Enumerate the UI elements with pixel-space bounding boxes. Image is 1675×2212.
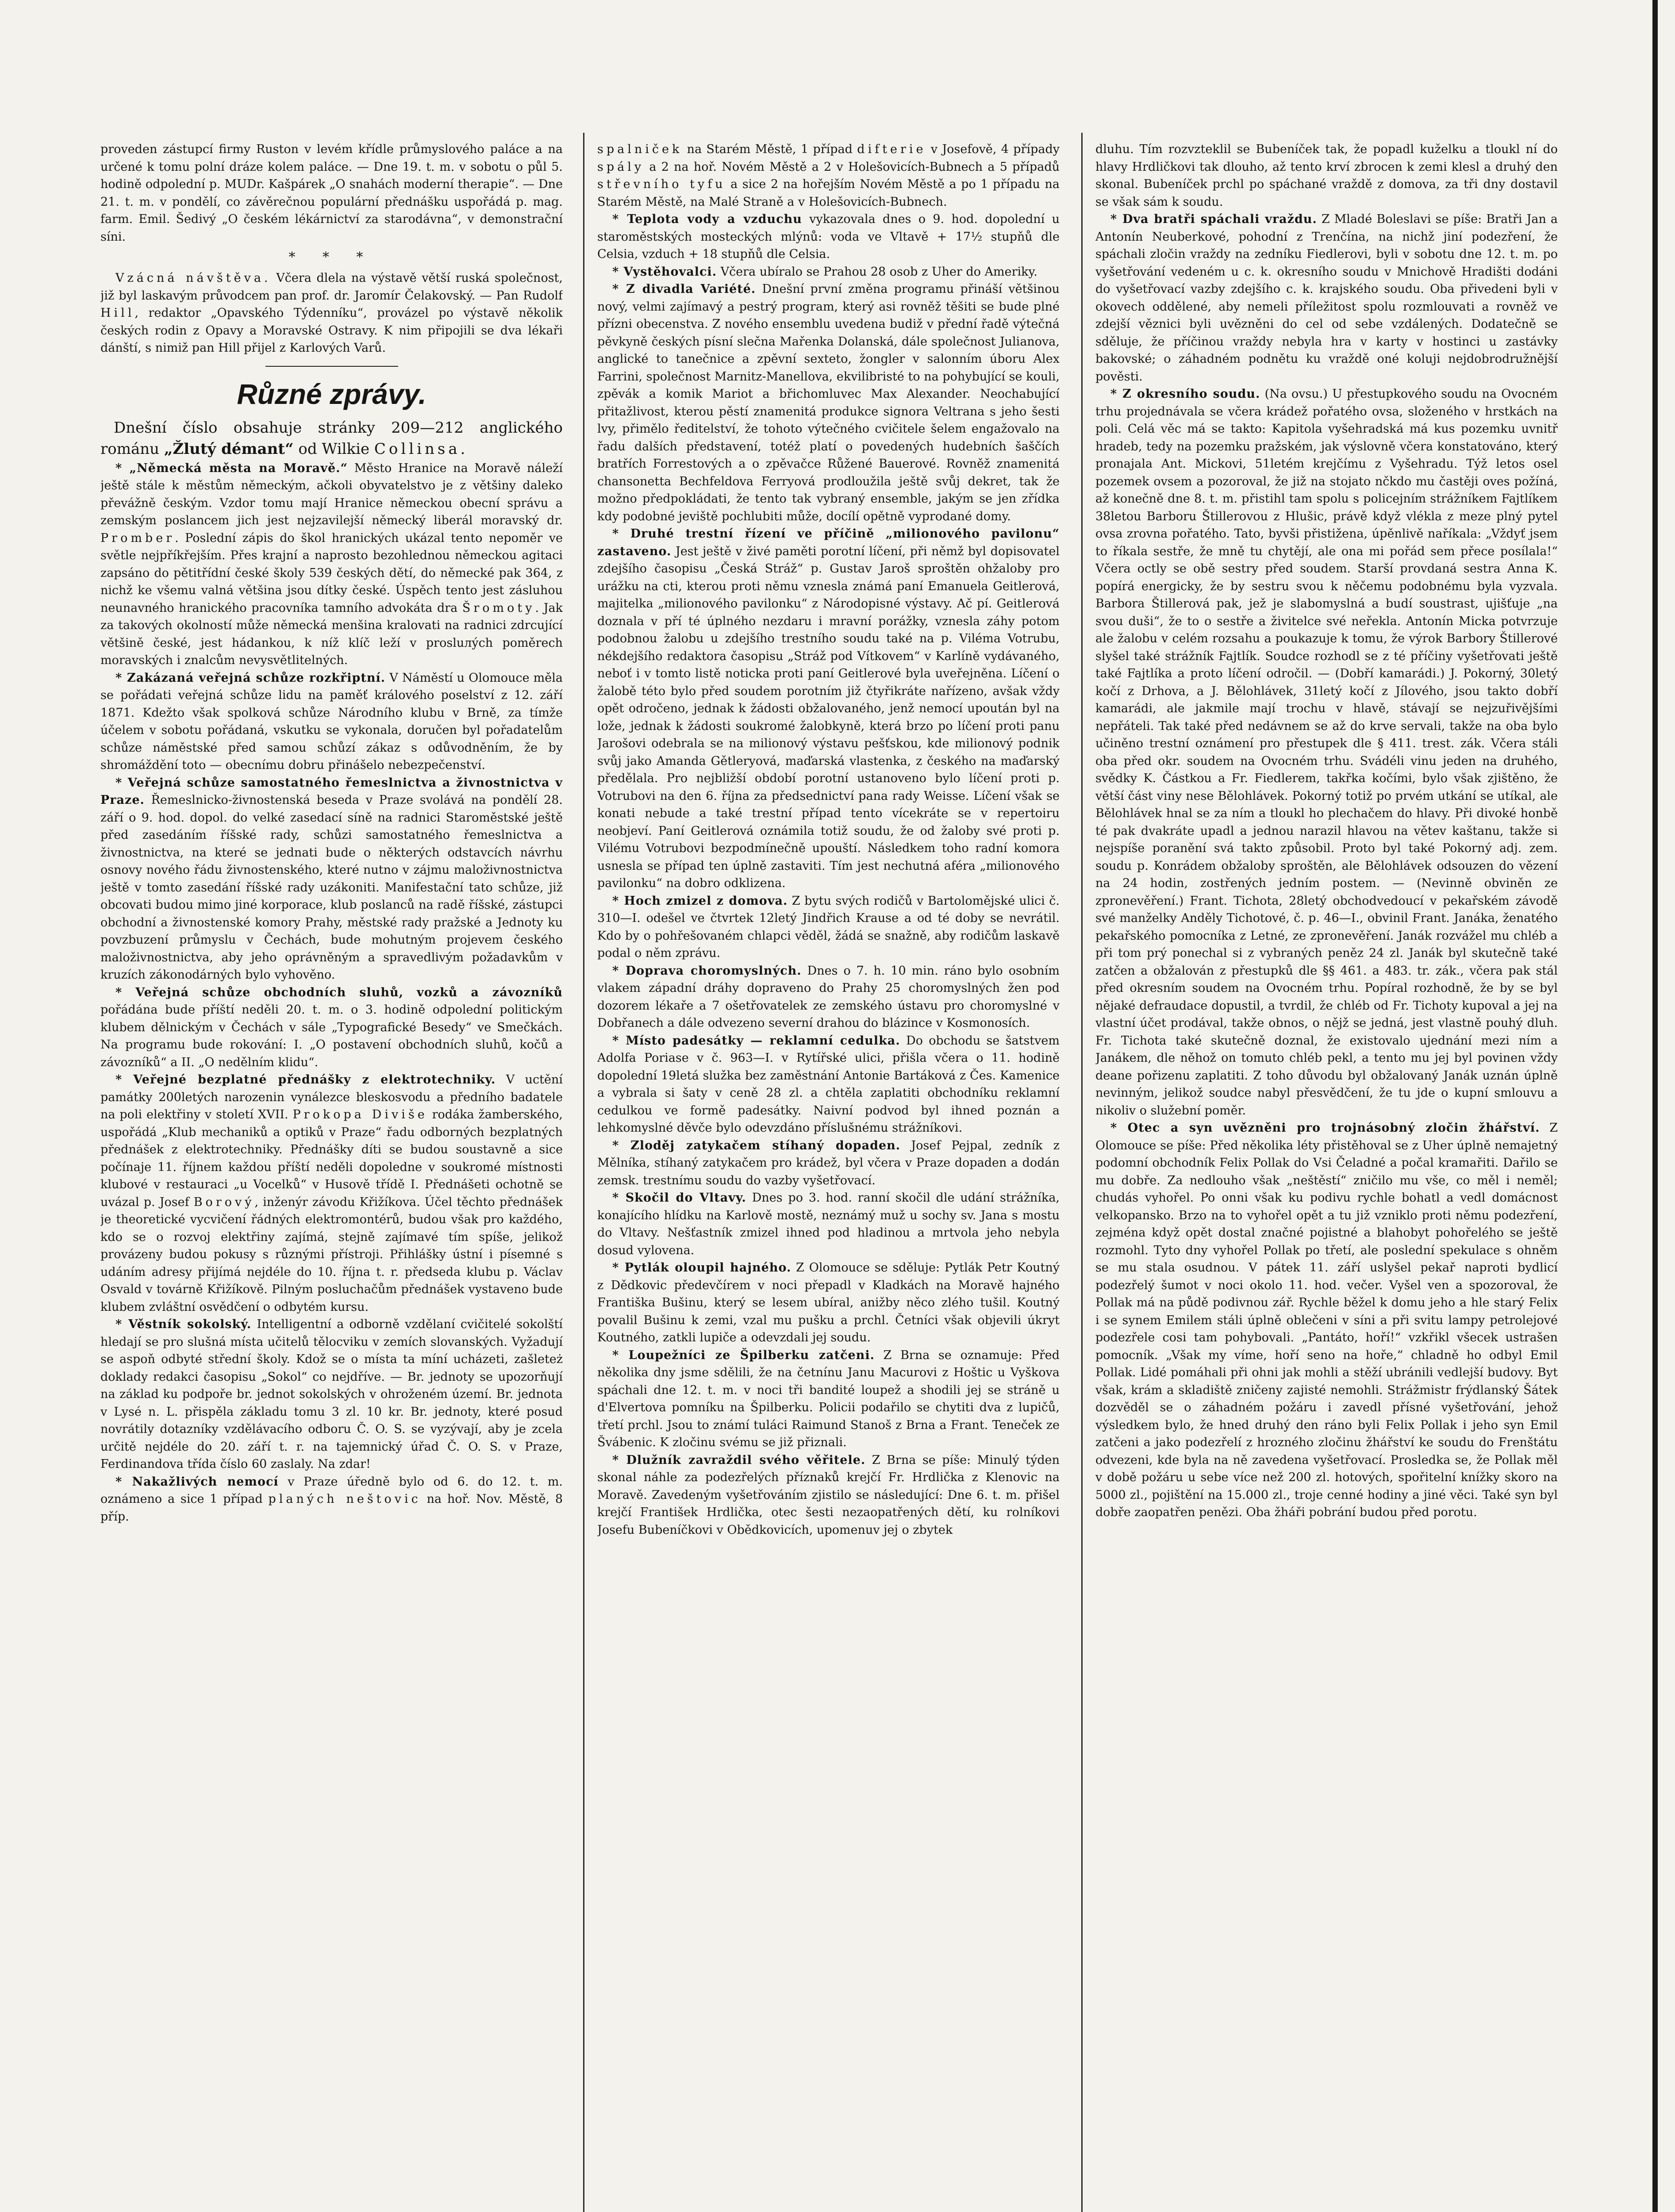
- article-patient-transport: * Doprava choromyslných. Dnes o 7. h. 10 min. ráno bylo osobním vlakem západní dráhy dopraveno do Prahy 25 choromyslných žen pod dozorem lékaře a 7 ošetřovatelek ze zemského ústavu pro choromyslné v Dobřanech a dále odvezeno severní drahou do blázince v Kosmonosích.: [597, 964, 1060, 1030]
- article-arson: * Otec a syn uvězněni pro trojnásobný zločin žhářství. Z Olomouce se píše: Před několika léty přistěhoval se z Uher úplně nemajetný podomní obchodník Felix Pollak do Vsi Čeladné a počal kramařiti. Dařilo se mu dobře. Za nedlouho však „neštěstí“ zničilo mu vše, co měl i neměl; chudás vyhořel. Po onni však ku podivu rychle bohatl a vedl domácnost velkopansko. Brzo na to vyhořel opět a tu již vzniklo proti němu podezření, zejména když opět dostal značné pojistné a blahobyt pohořelého se ještě rozmohl. Tyto dny vyhořel Pollak po třetí, ale poslední spekulace s ohněm se mu stala osudnou. V pátek 11. září uslyšel pekař naproti bydlicí podezřelý šumot v noci okolo 11. hod. večer. Vyšel ven a spozoroval, že Pollak má na půdě podivnou zář. Rychle běžel k domu jeho a hle starý Felix i se synem Emilem stáli úplně oblečeni v síni a při svitu lampy petrolejové podezřele cosi tam pohybovali. „Pantáto, hoří!“ vzkřikl všecek ustrašen pomocník. „Však my víme, hoří seno na hoře,“ chladně ho odbyl Emil Pollak. Lidé pomáhali při ohni jak mohli a stěží ubránili vedlejší budovy. Byt však, krám a skladiště zničeny zajisté nemohli. Strážmistr frýdlanský Šátek dozvěděl se o záhadném požáru i zavedl přísné vyšetřování, jehož výsledkem bylo, že hned druhý den ráno byli Felix Pollak i jeho syn Emil zatčeni a jako podezřelí z hrozného zločinu žhářství ke soudu do Frenštátu odvezeni, kde byla na ně zavedena vyšetřovací. Prosledka se, že Pollak měl v době požáru u sebe více než 200 zl. hotových, spořitelní knížky skoro na 5000 zl., pojištění na 15.000 zl., troje cenné hodiny a jiné věci. Také syn byl dobře zaopatřen penězi. Oba žháři pobrání budou před porotu.: [1095, 1121, 1558, 1519]
- article-electrotechnics-lectures: * Veřejné bezplatné přednášky z elektrotechniky. V uctění památky 200letých narozenin vynálezce bleskosvodu a předního badatele na poli elektřiny v století XVII. Prokopa Diviše rodáka žamberského, uspořádá „Klub mechaniků a optiků v Praze“ řadu odborných bezplatných přednášek z elektrotechniky. Přednášky díti se budou soustavně a sice počínaje 11. říjnem každou příští neděli dopoledne v soukromé místnosti klubové v restauraci „u Vocelků“ v Husově třídě I. Přednášeti ochotně se uvázal p. Josef Borový, inženýr závodu Křižíkova. Účel těchto přednášek je theoretické vycvičení řádných elektromontérů, budou však pro každého, kdo se o rozvoj elektřiny zajímá, stejně zajímavé tím spíše, jelikož provázeny budou pokusy s různými přístroji. Přihlášky ústní i písemné s udáním adresy přijímá nejdéle do 10. října t. r. předseda klubu p. Václav Osvald v továrně Křižíkově. Pilným posluchačům přednášek vystaveno bude klubem zvláštní osvědčení o odbytém kursu.: [100, 1073, 563, 1314]
- article-rare-visit: Vzácná návštěva. Včera dlela na výstavě větší ruská společnost, již byl laskavým průvodcem pan prof. dr. Jaromír Čelakovský. — Pan Rudolf Hill, redaktor „Opavského Týdenníku“, provázel po výstavě několik českých rodin z Opavy a Moravské Ostravy. K nim připojili se dva lékaři dánští, s nimiž pan Hill přijel z Karlových Varů.: [100, 271, 563, 355]
- asterism: * * *: [288, 250, 375, 265]
- article-brothers-murder: * Dva bratři spáchali vraždu. Z Mladé Boleslavi se píše: Bratři Jan a Antonín Neuberkové, pohodní z Trenčína, na nichž jiní podezření, že spáchali zločin vraždy na zedníku Fiedlerovi, byli v sobotu dne 12. t. m. po vyšetřování vedeném u c. k. okresního soudu v Mnichově Hradišti dodáni do vyšetřovací vazby zdejšího c. k. krajského soudu. Oba přivedeni byli v okovech oddělené, aby nemeli příležitost spolu rozmlouvati a rovněž ve zdejší věznici byli uvězněni do cel od sebe vzdálených. Dodatečně se sdělujе, že příčinou vraždy nebyla hra v karty v hostinci u zastávky bakovské; o záhadném podnětu ku vraždě oné koluji nejdobrodružnější pověsti.: [1095, 212, 1558, 384]
- article-emigrants: * Vystěhovalci. Včera ubíralo se Prahou 28 osob z Uher do Ameriky.: [612, 265, 1037, 279]
- article-debtor-murder: * Dlužník zavraždil svého věřitele. Z Brna se píše: Minulý týden skonal náhle za podezřelých příznaků krejčí Fr. Hrdlička z Klenovic na Moravě. Zavedeným vyšetřováním zjistilo se následující: Dne 6. t. m. přišel krejčí František Hrdlička, otec šesti nezaopatřených dětí, ku rolníkovi Josefu Bubeníčkovi v Obědkovicích, upomenuv jej o zbytek: [597, 1453, 1060, 1537]
- article-banned-meeting: * Zakázaná veřejná schůze rozkřiptní. V Náměstí u Olomouce měla se pořádati veřejná schůze lidu na paměť králového poselství z 12. září 1871. Kdežto však spolková schůze Národního klubu v Brně, za tímže účelem v sobotu pořádaná, vskutku se vykonala, doručen byl pořadatelům schůze náměstské před samou schůzí zákaz s odůvodněním, že by shromáždění toto — obecnímu dobru přinášelo nebezpečenství.: [100, 671, 563, 772]
- article-variete-theatre: * Z divadla Variété. Dnešní první změna programu přináší většinou nový, velmi zajímavý a pestrý program, který asi rovněž těšiti se bude plné přízni obecenstva. Z nového ensemblu uvedena budiž v přední řadě výtečná pěvkyně českých písní slečna Mařenka Dolanská, dále společnost Julianova, anglické to tanečnice a zpěvní sexteto, žongler v salonním úboru Alex Farrini, společnost Marnitz-Manellova, ekvilibristé to na pohybující se kouli, zpěvák a komik Mariot a břichomluvec Max Alexander. Neochabující přitažlivost, kterou pěstí znamenitá produkce signora Veltrana s jeho šesti lvy, přimělo ředitelství, že tohoto výtečného cvičitele šelem engažovalo na řadu dalších představení, totéž platí o povedených hudebních šaščích bratřích Forrestových a o zpěvačce Růžené Bauerové. Rovněž znamenitá chansonetta Bechfeldova Ferryová prodloužila ještě svůj dekret, tak že možno předpokládati, že tento tak vybraný ensemble, jakým se jen zřídka kdy podobné jeviště pochlubiti může, docílí opětně vyprodané domy.: [597, 282, 1060, 523]
- section-divider: [265, 366, 398, 367]
- article-diseases-continued: spalniček na Starém Městě, 1 případ difterie v Josefově, 4 případy spály a 2 na hoř. Novém Městě a 2 v Holešovicích-Bubnech a 5 případů střevního tyfu a sice 2 na hořejším Novém Městě a po 1 případu na Starém Městě, na Malé Straně a v Holešovicích-Bubnech.: [597, 142, 1060, 209]
- article-fake-banknote: * Místo padesátky — reklamní cedulka. Do obchodu se šatstvem Adolfa Poriase v č. 963—I. v Rytířské ulici, přišla včera o 11. hodině dopolední 19letá služka bez zaměstnání Antonie Bartáková z Čes. Kamenice a vybrala si šaty v ceně 28 zl. a chtěla zaplatiti obchodníku reklamní cedulkou ve formě padesátky. Naivní podvod byl ihned poznán a lehkomyslné děvče bylo odevzdáno příslušnému strážníkovi.: [597, 1033, 1060, 1135]
- column-rule-1: [583, 133, 584, 2212]
- column-rule-2: [1081, 133, 1083, 2212]
- article-infectious-diseases: * Nakažlivých nemocí v Praze úředně bylo od 6. do 12. t. m. oznámeno a sice 1 případ planých neštovic na hoř. Nov. Městě, 8 příp.: [100, 1475, 563, 1524]
- scan-edge-border: [1652, 0, 1658, 2212]
- article-servants-meeting: * Veřejná schůze obchodních sluhů, vozků a závozníků pořádána bude příští neděli 20. t. m. o 3. hodině odpolední politickým klubem dělnickým v Čechách v sále „Typografické Besedy“ ve Smečkách. Na programu bude rokování: I. „O postavení obchodních sluhů, kočů a závozníků“ a II. „O nedělním klidu“.: [100, 985, 563, 1069]
- article-vltava-jump: * Skočil do Vltavy. Dnes po 3. hod. ranní skočil dle udání strážníka, konajícího hlídku na Karlově mostě, neznámý muž u sochy sv. Jana s mostu do Vltavy. Nešťastník zmizel ihned pod hladinou a mrtvola jeho nebyla dosud vylovena.: [597, 1191, 1060, 1257]
- article-sokol-bulletin: * Věstník sokolský. Intelligentní a odborně vzdělaní cvičitelé sokolští hledají se pro slušná místa učitelů tělocviku v zemích slovanských. Vyžadují se aspoň odbyté střední školy. Kdož se o místa ta míní ucházeti, zašleteż doklady redakci časopisu „Sokol“ co nejdříve. — Br. jednoty se upozorňují na základ ku podpoře br. jednot sokolských v ohroženém území. Br. jednota v Lysé n. L. přispěla základu tomu 3 zl. 10 kr. Br. jednoty, které posud novrátily dotazníky vzdělávacího odboru Č. O. S. se vyzývají, aby je zcela určitě nejdéle do 20. září t. r. na tajemnický úřad Č. O. S. v Praze, Ferdinandova třída číslo 60 zaslaly. Na zdar!: [100, 1317, 563, 1471]
- article-exhibition-lectures: proveden zástupcí firmy Ruston v levém křídle průmyslového paláce a na určené k tomu polní dráze kolem paláce. — Dne 19. t. m. v sobotu o půl 5. hodině odpolední p. MUDr. Kašpárek „O snahách moderní therapie“. — Dne 21. t. m. v pondělí, co závěrečnou populární přednášku uspořádá p. mag. farm. Emil. Šedivý „O českém lékárnictví za starodávna“, v demonstrační síni.: [100, 142, 563, 244]
- article-million-pavilion: * Druhé trestní řízení ve příčině „milionového pavilonu“ zastaveno. Jest ještě v živé paměti porotní líčení, při němž byl dopisovatel zdejšího časopisu „Česká Stráž“ p. Gustav Jaroš sproštěn ohžaloby pro urážku na cti, kterou proti němu vznesla známá paní Emanuela Geitlerová, majitelka „milionového pavilonku“ z Národopisné výstavy. Ač pí. Geitlerová doznala v pří té úplného nezdaru i mravní porážky, vznesla záhy potom podobnou žalobu u zdejšího trestního soudu také na p. Viléma Votrubu, nékdejšího redaktora časopisu „Stráž pod Vítkovem“ v Karlíně vydávaného, neboť i v tomto listě noticka proti paní Geitlerové byla uveřejněna. Líčení o žalobě této bylo před soudem porotním již čtyřikráte nařízeno, avšak vždy opět odročeno, jednak k žádosti obžalovaného, jenž nemocí upoután byl na lože, jednak k žádosti soukromé žalobkyně, která brzo po líčení proti panu Jarošovi odebrala se na milionový výstavu pešťskou, kde milionový podnik svůj jako Amanda Gětleryová, maďarská vlastenka, z českého na maďarský předělala. Pro nejbližší období porotní ustanoveno bylo líčení proti p. Votrubovi na den 6. října za předsednictví pana rady Weisse. Líčení však se konati nebude a také trestní případ tento vícekráte se v repertoiru neobjeví. Paní Geitlerová oznámila totiž soudu, že od žaloby své proti p. Vilému Votrubovi bezpodmínečně upouští. Následkem toho radní komora usnesla se případ ten úplně zastaviti. Tím jest nechutná aféra „milionového pavilonku“ na dobro odklizena.: [597, 527, 1060, 890]
- article-spilberk-robbers: * Loupežníci ze Špilberku zatčeni. Z Brna se oznamuje: Před několika dny jsme sdělili, že na četnínu Janu Macurovi z Hoštic u Vyškova spáchali dne 12. t. m. v noci tři bandité loupež a shodili jej se stráně u d'Elvertova pomníku na Špilberku. Policii podařilo se chytiti dva z lupičů, třetí prchl. Jsou to známí tuláci Raimund Stanoš z Brna a Frant. Teneček ze Švábenic. K zločinu svému se již přiznali.: [597, 1348, 1060, 1449]
- article-thief-caught: * Zloděj zatykačem stíhaný dopaden. Josef Pejpal, zedník z Mělníka, stíhaný zatykačem pro krádež, byl včera v Praze dopaden a dodán zemsk. trestnímu soudu do vazby vyšetřovací.: [597, 1138, 1060, 1187]
- article-missing-boy: * Hoch zmizel z domova. Z bytu svých rodičů v Bartolomějské ulici č. 310—I. odešel ve čtvrtek 12letý Jindřich Krause a od té doby se nevrátil. Kdo by o pohřešovaném chlapci věděl, žádá se snažně, aby rodičům laskavě podal o něm zprávu.: [597, 894, 1060, 960]
- article-debtor-murder-continued: dluhu. Tím rozvzteklil se Bubeníček tak, že popadl kuželku a tloukl ní do hlavy Hrdličkovi tak dlouho, až tento krví zbrocen k zemi klesl a druhý den skonal. Bubeníček prchl po spáchané vraždě z domova, za tři dny dostavil se však sám k soudu.: [1095, 142, 1558, 209]
- column-1: [100, 141, 563, 2212]
- column-2: [597, 141, 1060, 2212]
- article-german-towns: * „Německá města na Moravě.“ Město Hranice na Moravě náleží ještě stále k městům německým, ačkoli obyvatelstvo je z většiny daleko převážně českým. Vzdor tomu mají Hranice německou obecní správu a zemským poslancem jich jest nejzavilejší německý liberál moravský dr. Promber. Poslední zápis do škol hranických ukázal tento nepoměr ve světle nejpříkřejším. Přes krajní a naprosto bezohlednou německou agitaci zapsáno do pětitřídní české školy 539 českých dětí, do německé pak 364, z nichž ke všemu valná většina jsou dítky české. Úspěch tento jest zásluhou neunavného hranického pracovníka tamního advokáta dra Šromoty. Jak za takových okolností může německá menšina kralovati na radnici zdrcující většině české, jest hádankou, k níž klíč leží v prosluлých poměrech moravských i znalcům nevysvětlitelných.: [100, 461, 563, 667]
- article-poacher: * Pytlák oloupil hajného. Z Olomouce se sděluje: Pytlák Petr Koutný z Dědkovic předevčírem v noci přepadl v Kladkách na Moravě hajného Františka Bušinu, který se lesem ubíral, anižby něco zlého tušil. Koutný povalil Bušinu k zemi, vzal mu pušku a prchl. Četníci však objevili úkryt Koutného, zatkli lupiče a odevzdali jej soudu.: [597, 1261, 1060, 1344]
- article-craftsmen-meeting: * Veřejná schůze samostatného řemeslnictva a živnostnictva v Praze. Řemeslnicko-živnostenská beseda v Praze svolává na pondělí 28. září o 9. hod. dopol. do velké zasedací síně na radnici Staroměstské ještě před zasedáním říšské rady, schůzi samostatného řemeslnictva a živnostnictva, na které se jednati bude o některých odstavcích návrhu osnovy nového řádu živnostenského, které nutno v zájmu maloživnostnictva ještě v tomto zasedání říšské rady uzákoniti. Manifestační tato schůze, již obcovati budou mimo jiné korporace, klub poslanců na radě říšské, zástupci obchodní a živnostenské komory Prahy, městské rady pražské a Jednoty ku povzbuzení průmyslu v Čechách, bude mohutným projevem českého maloživnostnictva, aby jeho oprávněným a spravedlivým požadavkům v kruzích zákonodárných bylo vyhověno.: [100, 776, 563, 982]
- section-heading: Různé zprávy.: [237, 378, 426, 410]
- column-3: [1095, 141, 1558, 2212]
- article-district-court: * Z okresního soudu. (Na ovsu.) U přestupkového soudu na Ovocném trhu projednávala se včera krádež pořatého ovsa, složeného v hrstkách na poli. Celá věc má se takto: Kapitola vyšehradská má kus pozemku uvnitř hradeb, tedy na pozemku pražském, jak výslovně včera konstatováno, který pronajala Ant. Mickovi, 51letém krejčímu z Vyšehradu. Týž letos osel pozemek ovsem a pozoroval, že již na stojato nčkdo mu častěji oves požíná, až konečně dne 8. t. m. přistihl tam spolu s policejním strážníkem Fajtlíkem 38letou Barboru Štillerovou z Hlušic, právě když vlékla z meze plný pytel ovsa zrovna pořatého. Tato, byvši přistižena, úpěnlivě naříkala: „Vždyť jsem to říkala sestře, že mně tu chytějí, ale ona mi pořád sem přece posílala!“ Včera octly se obě sestry před soudem. Starší provdaná sestra Anna K. popírá energicky, že by sestru svou k něčemu podobnému byla vyzvala. Barbora Štillerová pak, jež je slabomyslná a budí soustrast, ujišťuje „na svou duši“, že to o sestře a živitelce své neřekla. Antonín Micka potvrzuje ale žalobu v celém rozsahu a poukazuje k tomu, že výrok Barbory Štillerové slyšel také strážník Fajtlík. Soudce rozhodl se z té příčiny vyšetřovati ještě také Fajtlíka a proto líčení odročil. — (Dobří kamarádi.) J. Pokorný, 30letý kočí z Drhova, a J. Bělohlávek, 31letý kočí z Jílového, jsou takto dobří kamarádi, ale jakmile mají trochu v hlavě, stávají se nejzuřivějšími nepřáteli. Tak také před nedávnem se až do krve servali, takže na oba bylo učiněno trestní oznámení pro přestupek dle § 411. trest. zák. Včera stáli oba před okr. soudem na Ovocném trhu. Svádéli vinu jeden na druhého, svědky K. Částkou a Fr. Fiedlerem, takřka kočími, bylo však zjištěno, že větší část viny nese Bělohlávek. Pokorný totiž po prvém utkání se utíkal, ale Bělohlávek hnal se za ním a tloukl ho plechačem do hlavy. Při divoké honbě té pak dvakráte upadl a jednou narazil hlavou na větev kaštanu, takže si nejspíše poranění svá takto způsobil. Proto byl také Pokorný adj. zem. soudu p. Konrádem obžaloby sproštěn, ale Bělohlávek odsouzen do vězení na 24 hodin, zostřených jedním postem. — (Nevinně obviněn ze zpronevěření.) Frant. Tichota, 28letý obchodvedoucí v pekařském závodě své manželky Anděly Tichotové, č. p. 46—I., obvinil Frant. Janáka, ženatého pekařského pomocníka z Letné, ze zpronevěření. Janák rozvážel mu chléb a při tom prý ponechal si z vybraných peněz 24 zl. Janák byl skutečně také zatčen a obžalován z přestupků dle §§ 461. a 483. tr. zák., včera pak stál před okresním soudem na Ovocném trhu. Popíral rozhodně, že by se byl nějaké defraudace dopustil, a tvrdil, že chléb od Fr. Tichoty kupoval a jej na vlastní účet prodával, takže obnos, o nějž se jedná, jest vlastně pouhý dluh. Fr. Tichota také skutečně doznal, že existovalo ujednání mezi ním a Janákem, dle něhož on tomuto chléb pekl, a tento mu jej byl povinen vždy deane pořizenu zaplatiti. Z toho důvodu byl obžalovaný Janák uznán úplně nevinným, jelikož soudce nabyl přesvědčení, že tu jde o kupní smlouvu a nikoliv o služební poměr.: [1095, 387, 1558, 1118]
- article-water-temperature: * Teplota vody a vzduchu vykazovala dnes o 9. hod. dopolední u staroměstských mosteckých mlýnů: voda ve Vltavě + 17½ stupňů dle Celsia, vzduch + 18 stupňů dle Celsia.: [597, 212, 1060, 261]
- novel-notice: Dnešní číslo obsahuje stránky 209—212 anglického románu „Žlutý démant“ od Wilkie Collinsa.: [100, 419, 563, 458]
